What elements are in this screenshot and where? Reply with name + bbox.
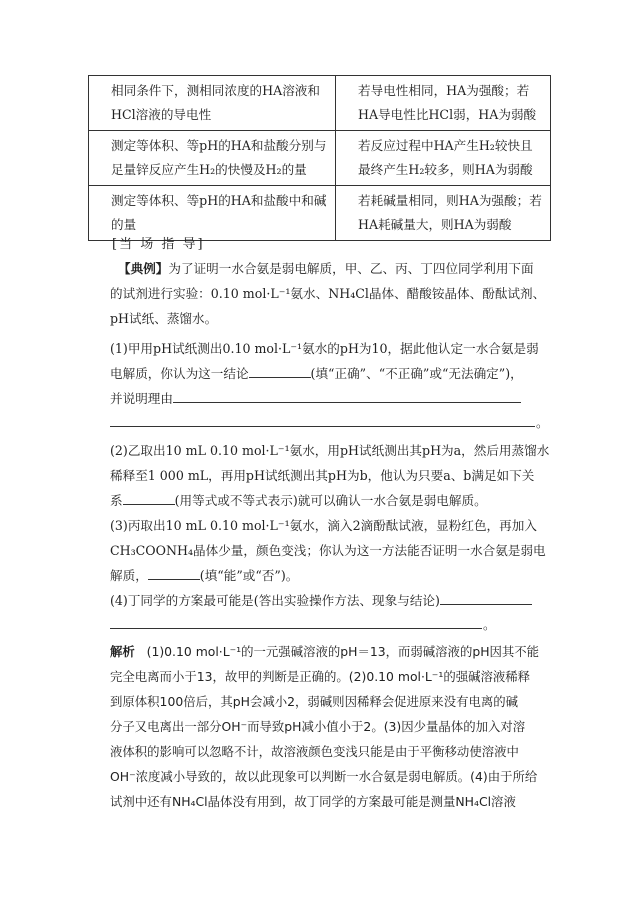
example-intro-line [118,258,534,280]
solution-line: 到原体积100倍后，其pH会减小2，弱碱则因稀释会促进原来没有电离的碱 [110,694,519,709]
question-4-end: 。 [483,617,496,632]
answer-blank[interactable] [148,565,200,580]
question-2-line: 稀释至1 000 mL，再用pH试纸测出其pH为b，他认为只要a、b满足如下关 [110,468,535,483]
solution-text: (1)0.10 mol·L⁻¹的一元强碱溶液的pH＝13，而弱碱溶液的pH因其不能 [146,644,540,659]
question-3-line: CH₃COONH₄晶体少量，颜色变浅；你认为这一方法能否证明一水合氨是弱电 [110,543,546,558]
example-intro-text: 为了证明一水合氨是弱电解质，甲、乙、丙、丁四位同学利用下面 [168,261,534,276]
solution-line: 试剂中还有NH₄Cl晶体没有用到，故丁同学的方案最可能是测量NH₄Cl溶液 [110,794,516,809]
table-cell-method: 相同条件下，测相同浓度的HA溶液和HCl溶液的导电性 [89,76,336,131]
question-3-line: (3)丙取出10 mL 0.10 mol·L⁻¹氨水，滴入2滴酚酞试液，显粉红色，再加入 [110,518,537,533]
question-3-text: (填“能”或“否”)。 [199,568,299,583]
solution-line: 液体积的影响可以忽略不计，故溶液颜色变浅只能是由于平衡移动使溶液中 [110,744,519,759]
question-1-text: 电解质，你认为这一结论 [110,366,249,381]
table-row [89,76,551,131]
question-1-line [110,388,521,410]
answer-rule[interactable] [110,426,535,427]
table-cell-method: 测定等体积、等pH的HA和盐酸中和碱的量 [89,186,336,241]
solution-line: OH⁻浓度减小导致的，故以此现象可以判断一水合氨是弱电解质。(4)由于所给 [110,769,538,784]
answer-blank[interactable] [440,590,532,605]
section-title: [当 场 指 导] [112,237,205,252]
question-3-line [110,565,298,587]
answer-blank[interactable] [249,363,311,378]
solution-line [110,641,539,663]
table-row [89,131,551,186]
question-1-text: 并说明理由 [110,391,173,406]
answer-blank[interactable] [123,490,175,505]
answer-rule[interactable] [110,628,482,629]
table-cell-method: 测定等体积、等pH的HA和盐酸分别与足量锌反应产生H₂的快慢及H₂的量 [89,131,336,186]
question-2-text: 系 [110,493,123,508]
solution-line: 分子又电离出一部分OH⁻而导致pH减小值小于2。(3)因少量晶体的加入对溶 [110,719,526,734]
question-4-text: (4)丁同学的方案最可能是(答出实验操作方法、现象与结论) [110,593,440,608]
question-1-line [110,363,523,385]
question-3-text: 解质， [110,568,148,583]
example-intro-line: 的试剂进行实验：0.10 mol·L⁻¹氨水、NH₄Cl晶体、醋酸铵晶体、酚酞试剂、 [110,286,546,301]
example-label: 【典例】 [118,261,169,276]
table-cell-conclusion: 若反应过程中HA产生H₂较快且最终产生H₂较多，则HA为弱酸 [336,131,551,186]
table-cell-conclusion: 若耗碱量相同，则HA为强酸；若HA耗碱量大，则HA为弱酸 [336,186,551,241]
question-4-line [110,590,532,612]
question-1-end: 。 [536,415,549,430]
question-1-line: (1)甲用pH试纸测出0.10 mol·L⁻¹氨水的pH为10，据此他认定一水合氨是弱 [110,341,539,356]
solution-line: 完全电离而小于13，故甲的判断是正确的。(2)0.10 mol·L⁻¹的强碱溶液稀释 [110,669,531,684]
question-1-text: (填“正确”、“不正确”或“无法确定”)， [310,366,523,381]
question-2-line [110,490,487,512]
answer-blank[interactable] [173,388,521,403]
table-cell-conclusion: 若导电性相同，HA为强酸；若HA导电性比HCl弱，HA为弱酸 [336,76,551,131]
example-intro-line: pH试纸、蒸馏水。 [110,311,218,326]
method-table [88,75,551,241]
question-2-text: (用等式或不等式表示)就可以确认一水合氨是弱电解质。 [174,493,487,508]
solution-label: 解析 [110,644,135,659]
question-2-line: (2)乙取出10 mL 0.10 mol·L⁻¹氨水，用pH试纸测出其pH为a，然后用蒸馏水 [110,443,550,458]
